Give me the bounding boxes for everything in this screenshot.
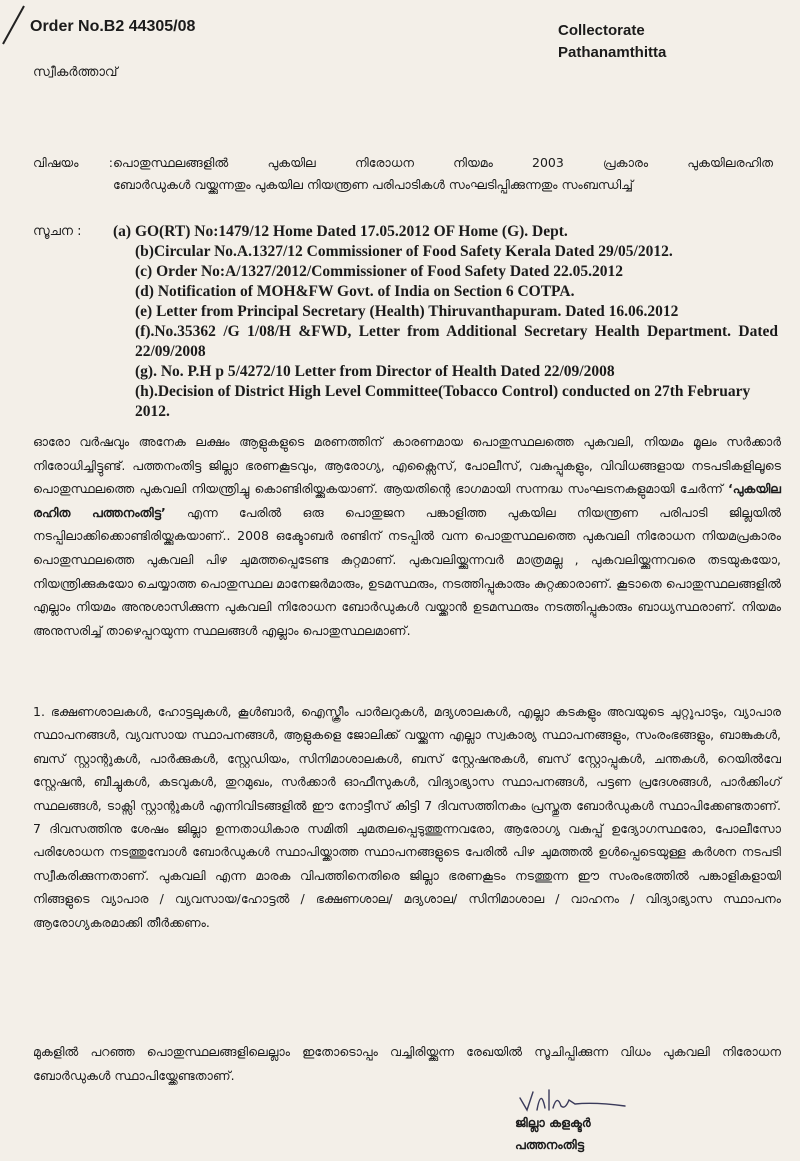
order-number: Order No.B2 44305/08 <box>30 18 196 35</box>
subject-label: വിഷയം : <box>33 155 113 170</box>
body-paragraph-3: മുകളിൽ പറഞ്ഞ പൊതുസ്ഥലങ്ങളിലെല്ലാം ഇതോടൊപ്പം വച്ചിരിയ്ക്കുന്ന രേഖയിൽ സൂചിപ്പിക്കുന്ന വിധം പുകവലി നിരോധന ബോർഡുകൾ സ്ഥാപിയ്ക്കേണ്ടതാണ്. <box>33 1044 781 1083</box>
reference-item: (h).Decision of District High Level Committee(Tobacco Control) conducted on 27th February 2012. <box>135 383 751 420</box>
corner-fold-mark <box>0 0 30 50</box>
paragraph-1-text-a: ഓരോ വർഷവും അനേക ലക്ഷം ആളുകളുടെ മരണത്തിന് കാരണമായ പൊതുസ്ഥലത്തെ പുകവലി, നിയമം മൂലം സർക്കാർ നിരോധിച്ചിട്ടുണ്ട്. പത്തനംതിട്ട ജില്ലാ ഭരണകൂടവും, ആരോഗ്യ, എക്സൈസ്, പോലീസ്, വകുപ്പുകളും, വിവിധങ്ങളായ നടപടികളിലൂടെ പൊതുസ്ഥലത്തെ പുകവലി നിയന്ത്രിച്ചു കൊണ്ടിരിയ്ക്കുകയാണ്. ആയതിന്റെ ഭാഗമായി സന്നദ്ധ സംഘടനകളുമായി ചേർന്ന് <box>33 434 781 497</box>
body-paragraph-2: 1. ഭക്ഷണശാലകൾ, ഹോട്ടലുകൾ, കൂൾബാർ, ഐസ്ക്രീം പാർലറുകൾ, മദ്യശാലകൾ, എല്ലാ കടകളും അവയുടെ ചുറ്റുപാടും, വ്യാപാര സ്ഥാപനങ്ങൾ, വ്യവസായ സ്ഥാപനങ്ങൾ, ആളുകളെ ജോലിക്ക് വയ്ക്കുന്ന എല്ലാ സ്വകാര്യ സ്ഥാപനങ്ങളും, സംരംഭങ്ങളും, ബാങ്കുകൾ, ബസ് സ്റ്റാന്റുകൾ, പാർക്കുകൾ, സ്റ്റേഡിയം, സിനിമാശാലകൾ, ബസ് സ്റ്റേഷനുകൾ, ബസ് സ്റ്റോപ്പുകൾ, ചന്തകൾ, റെയിൽവേ സ്റ്റേഷൻ, ബീച്ചുകൾ, കടവുകൾ, തുറമുഖം, സർക്കാർ ഓഫീസുകൾ, വിദ്യാഭ്യാസ സ്ഥാപനങ്ങൾ, പട്ടണ പ്രദേശങ്ങൾ, പാർക്കിംഗ് സ്ഥലങ്ങൾ, ടാക്സി സ്റ്റാന്റുകൾ എന്നിവിടങ്ങളിൽ ഈ നോട്ടീസ് കിട്ടി 7 ദിവസത്തിനകം പ്രസ്തുത ബോർഡുകൾ സ്ഥാപിക്കേണ്ടതാണ്. 7 ദിവസത്തിനു ശേഷം ജില്ലാ ഉന്നതാധികാര സമിതി ചുമതലപ്പെടുത്തുന്നവരോ, ആരോഗ്യ വകുപ്പ് ഉദ്യോഗസ്ഥരോ, പോലീസോ പരിശോധന നടത്തുമ്പോൾ ബോർഡുകൾ സ്ഥാപിയ്ക്കാത്ത സ്ഥാപനങ്ങളുടെ പേരിൽ പിഴ ചുമത്തൽ ഉൾപ്പെടെയുള്ള കർശന നടപടി സ്വീകരിക്കുന്നതാണ്. പുകവലി എന്ന മാരക വിപത്തിനെതിരെ ജില്ലാ ഭരണകൂടം നടത്തുന്ന ഈ സംരംഭത്തിൽ പങ്കാളികളായി നിങ്ങളുടെ വ്യാപാര / വ്യവസായ/ഹോട്ടൽ / ഭക്ഷണശാല/ മദ്യശാല/ സിനിമാശാല / വാഹനം / വിദ്യാഭ്യാസ സ്ഥാപനം ആരോഗ്യകരമാക്കി തീർക്കണം. <box>33 704 781 930</box>
reference-item: (a) GO(RT) No:1479/12 Home Dated 17.05.2012 OF Home (G). Dept. <box>113 223 568 240</box>
subject-line-1 <box>33 152 773 174</box>
reference-item: (b)Circular No.A.1327/12 Commissioner of Food Safety Kerala Dated 29/05/2012. <box>135 243 673 260</box>
signatory-place: പത്തനംതിട്ട <box>515 1137 585 1152</box>
paragraph-1-text-b: എന്ന പേരിൽ ഒരു പൊതുജന പങ്കാളിത്ത പുകയില നിയന്ത്രണ പരിപാടി ജില്ലയിൽ നടപ്പിലാക്കിക്കൊണ്ടിരിയ്ക്കുകയാണ്.. 2008 ഒക്ടോബർ രണ്ടിന് നടപ്പിൽ വന്ന പൊതുസ്ഥലത്തെ പുകവലി നിരോധന നിയമപ്രകാരം പൊതുസ്ഥലത്തെ പുകവലി പിഴ ചുമത്തപ്പെടേണ്ട കുറ്റമാണ്. പുകവലിയ്ക്കുന്നവർ മാത്രമല്ല , പുകവലിയ്ക്കുന്നവരെ തടയുകയോ, നിയന്ത്രിക്കുകയോ ചെയ്യാത്ത പൊതുസ്ഥല മാനേജർമാരും, ഉടമസ്ഥരും, നടത്തിപ്പുകാരും കുറ്റക്കാരാണ്. കൂടാതെ പൊതുസ്ഥലങ്ങളിൽ എല്ലാം നിയമം അനുശാസിക്കുന്ന പുകവലി നിരോധന ബോർഡുകൾ വയ്ക്കാൻ ഉടമസ്ഥരും നടത്തിപ്പുകാരും ബാധ്യസ്ഥരാണ്. നിയമം അനുസരിച്ച് താഴെപ്പറയുന്ന സ്ഥലങ്ങൾ എല്ലാം പൊതുസ്ഥലമാണ്. <box>33 504 781 638</box>
signatory-block <box>515 1112 591 1156</box>
recipient-label: സ്വീകർത്താവ് <box>33 65 118 80</box>
signatory-title: ജില്ലാ കളക്ടർ <box>515 1115 591 1130</box>
reference-item: (f).No.35362 /G 1/08/H &FWD, Letter from Additional Secretary Health Department. Dated 22/09/2008 <box>135 323 778 360</box>
office-address <box>558 20 666 64</box>
campaign-name: ‘പുകയില രഹിത പത്തനംതിട്ട’ <box>33 481 781 520</box>
body-paragraph-1 <box>33 430 781 642</box>
reference-item: (c) Order No:A/1327/2012/Commissioner of Food Safety Dated 22.05.2012 <box>135 263 624 280</box>
office-line-1: Collectorate <box>558 22 645 39</box>
subject-text-2: ബോർഡുകൾ വയ്ക്കുന്നതും പുകയില നിയന്ത്രണ പരിപാടികൾ സംഘടിപ്പിക്കുന്നതും സംബന്ധിച്ച് <box>113 177 633 192</box>
subject-text-1: പൊതുസ്ഥലങ്ങളിൽ പുകയില നിരോധന നിയമം 2003 പ്രകാരം പുകയിലരഹിത <box>113 155 773 170</box>
references-label: സൂചന : <box>33 224 82 239</box>
subject-block <box>33 152 773 196</box>
reference-item: (e) Letter from Principal Secretary (Health) Thiruvanthapuram. Dated 16.06.2012 <box>135 303 679 320</box>
reference-item: (g). No. P.H p 5/4272/10 Letter from Director of Health Dated 22/09/2008 <box>135 363 615 380</box>
references-list <box>113 222 778 422</box>
reference-item: (d) Notification of MOH&FW Govt. of India on Section 6 COTPA. <box>135 283 575 300</box>
office-line-2: Pathanamthitta <box>558 44 667 61</box>
